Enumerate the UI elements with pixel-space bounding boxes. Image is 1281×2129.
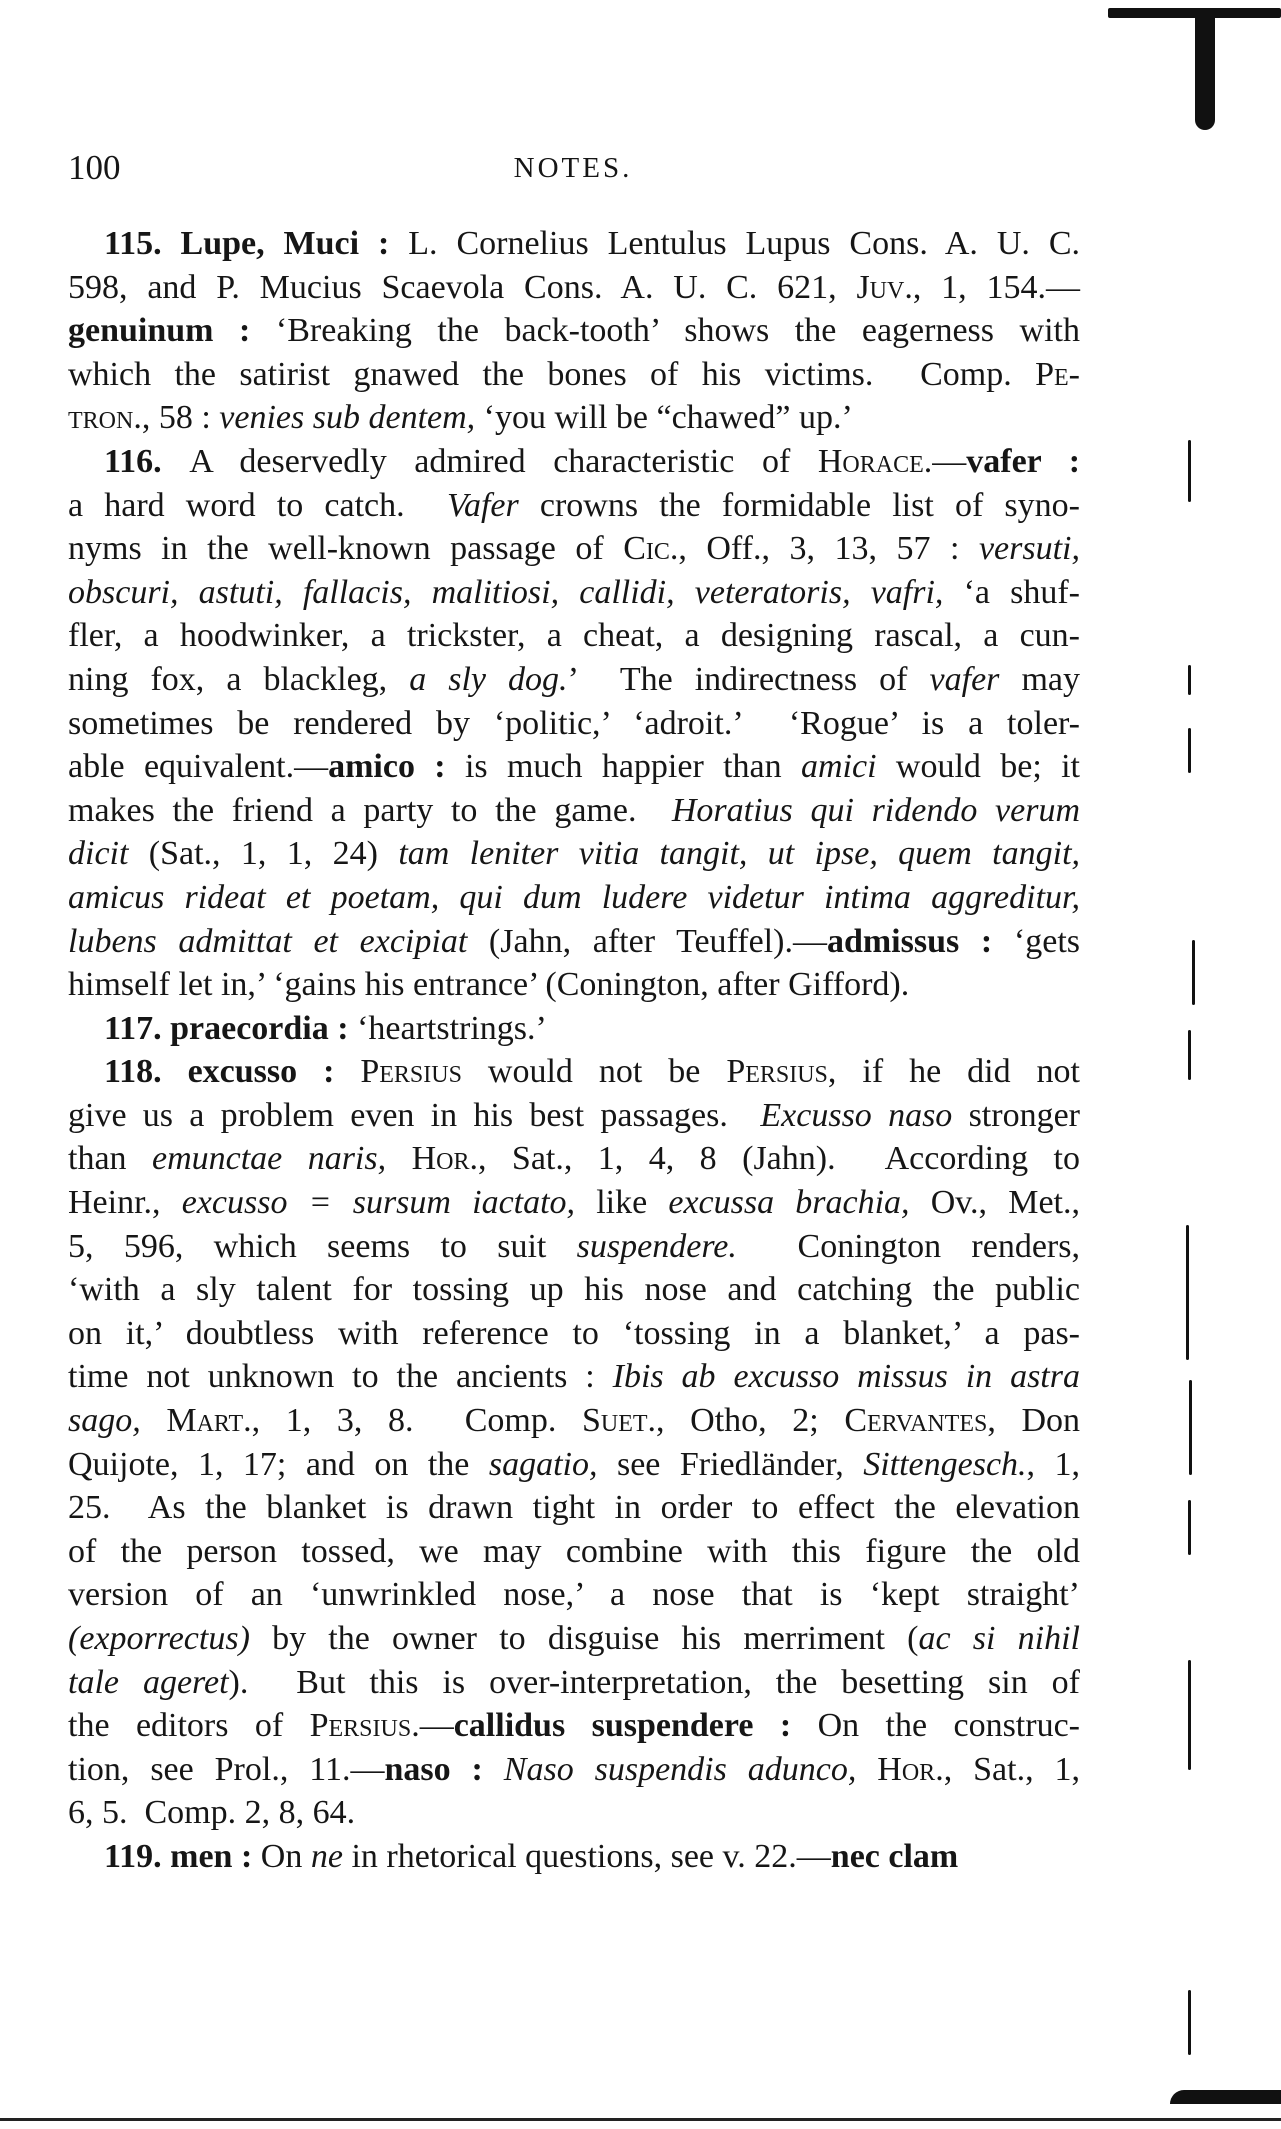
text-run: vafer bbox=[929, 660, 1000, 698]
text-run: suspendere. bbox=[576, 1227, 737, 1265]
text-run: ac si nihil bbox=[918, 1620, 1081, 1657]
text-run: 5, 596, which seems to suit bbox=[68, 1227, 577, 1265]
text-run: , 1, bbox=[1026, 1445, 1080, 1483]
text-run: ‘Breaking the back-tooth’ shows the eagerness with bbox=[275, 312, 1080, 350]
text-run: sagatio, bbox=[488, 1445, 598, 1483]
text-run: fler, a hoodwinker, a trickster, a cheat, a designing rascal, a cun- bbox=[68, 617, 1080, 655]
text-run: sometimes be rendered by ‘politic,’ ‘adroit.’ ‘Rogue’ is a toler- bbox=[68, 704, 1080, 742]
text-run: amico : bbox=[328, 748, 465, 786]
text-line bbox=[68, 614, 1080, 658]
text-line bbox=[68, 963, 1080, 1007]
text-run: 115. bbox=[104, 225, 181, 262]
text-line bbox=[68, 702, 1080, 746]
text-run: Hor. bbox=[411, 1140, 478, 1178]
text-run: ‘a shuf- bbox=[943, 573, 1081, 611]
text-line bbox=[68, 1355, 1080, 1399]
text-run: obscuri, astuti, fallacis, malitiosi, callidi, veteratoris, vafri, bbox=[68, 573, 944, 611]
text-run: men : bbox=[170, 1837, 261, 1875]
text-run: ). But this is over-interpretation, the besetting sin of bbox=[228, 1663, 1080, 1701]
text-run: excusso : bbox=[187, 1053, 361, 1091]
text-run: , Sat., 1, bbox=[943, 1750, 1080, 1788]
text-line bbox=[68, 1704, 1080, 1748]
text-run: stronger bbox=[952, 1096, 1080, 1134]
text-run: tion, see Prol., 11.— bbox=[68, 1750, 385, 1788]
text-run: in rhetorical questions, see v. 22.— bbox=[342, 1837, 831, 1875]
text-run: the editors of bbox=[68, 1707, 310, 1745]
text-run: may bbox=[999, 660, 1080, 698]
text-run: , 1, 154.— bbox=[912, 268, 1080, 306]
text-run: Excusso naso bbox=[760, 1096, 953, 1134]
text-run bbox=[386, 1140, 411, 1177]
text-line bbox=[68, 266, 1080, 310]
text-run: Lupe, Muci : bbox=[180, 225, 409, 262]
text-run: , 58 : bbox=[141, 399, 220, 437]
text-run: a sly dog. bbox=[409, 660, 568, 698]
text-run: On the construc- bbox=[817, 1707, 1080, 1745]
text-run: tron. bbox=[68, 399, 142, 437]
text-run: Heinr., bbox=[68, 1184, 182, 1222]
text-run: nec clam bbox=[830, 1837, 959, 1875]
text-line bbox=[68, 309, 1080, 353]
text-run: L. Cornelius Lentulus Lupus Cons. A. U. C. bbox=[408, 225, 1080, 262]
text-run: Ov., Met., bbox=[909, 1184, 1080, 1222]
running-head: NOTES. bbox=[513, 152, 633, 184]
text-line bbox=[68, 1050, 1080, 1094]
text-run: 118. bbox=[104, 1053, 188, 1091]
text-run: , Otho, 2; bbox=[656, 1402, 845, 1440]
text-line bbox=[68, 1268, 1080, 1312]
text-run: Horatius qui ridendo verum bbox=[671, 791, 1081, 829]
text-run: nyms in the well-known passage of bbox=[68, 530, 624, 568]
text-line bbox=[68, 440, 1080, 484]
text-run: amici bbox=[801, 748, 877, 786]
text-run: emunctae naris, bbox=[151, 1140, 387, 1178]
text-line bbox=[68, 1661, 1080, 1705]
text-run: , Off., 3, 13, 57 : bbox=[678, 530, 979, 568]
text-line bbox=[68, 1225, 1080, 1269]
text-run: Juv. bbox=[856, 268, 913, 306]
text-line bbox=[68, 484, 1080, 528]
text-line bbox=[68, 1312, 1080, 1356]
text-run: ‘you will be “chawed” up.’ bbox=[475, 399, 853, 437]
text-run bbox=[856, 1751, 877, 1788]
text-run: amicus rideat et poetam, qui dum ludere videtur intima aggreditur, bbox=[68, 878, 1080, 916]
text-run: tale ageret bbox=[68, 1663, 229, 1701]
text-run: than bbox=[68, 1140, 152, 1178]
text-run: ‘gets bbox=[1013, 922, 1080, 960]
text-run: sago, bbox=[68, 1402, 141, 1440]
text-run: ’ The indirectness of bbox=[567, 660, 930, 698]
text-line bbox=[68, 920, 1080, 964]
text-run: (exporrectus) bbox=[68, 1620, 250, 1657]
text-run: On bbox=[260, 1837, 311, 1875]
text-run: makes the friend a party to the game. bbox=[68, 791, 672, 829]
text-run: see Friedländer, bbox=[597, 1445, 864, 1483]
text-run: callidus suspendere : bbox=[453, 1707, 818, 1745]
text-line bbox=[68, 222, 1080, 266]
text-line bbox=[68, 527, 1080, 571]
text-run: A deservedly admired characteristic of bbox=[189, 442, 818, 480]
text-line bbox=[68, 1486, 1080, 1530]
text-run: able equivalent.— bbox=[68, 748, 329, 786]
text-line bbox=[68, 353, 1080, 397]
text-run: dicit bbox=[68, 835, 129, 873]
bottom-edge-rule bbox=[0, 2118, 1281, 2121]
text-line bbox=[68, 789, 1080, 833]
text-run: Persius. bbox=[309, 1707, 420, 1745]
text-run: excusso = sursum iactato, bbox=[181, 1184, 576, 1222]
text-run: Sittengesch. bbox=[863, 1445, 1027, 1483]
text-run: Ibis ab excusso missus in astra bbox=[612, 1358, 1080, 1396]
text-run: by the owner to disguise his merriment ( bbox=[249, 1620, 919, 1657]
text-run: Vafer bbox=[446, 486, 519, 524]
text-run: (Jahn, after Teuffel).— bbox=[467, 922, 827, 960]
text-run: ne bbox=[310, 1837, 343, 1875]
text-run: lubens admittat et excipiat bbox=[68, 922, 468, 960]
text-run: (Sat., 1, 1, 24) bbox=[128, 835, 399, 873]
text-line bbox=[68, 571, 1080, 615]
text-line bbox=[68, 658, 1080, 702]
text-line bbox=[68, 1617, 1080, 1661]
text-run: 598, and P. Mucius Scaevola Cons. A. U. C. 621, bbox=[68, 268, 857, 306]
text-run: like bbox=[575, 1184, 669, 1222]
text-run: Mart. bbox=[166, 1402, 252, 1440]
text-run: is much happier than bbox=[464, 748, 801, 786]
text-run: Naso suspendis adunco, bbox=[503, 1750, 857, 1788]
text-run: Cervantes bbox=[844, 1402, 988, 1440]
text-run: which the satirist gnawed the bones of his victims. Comp. bbox=[68, 355, 1036, 393]
text-run: 6, 5. Comp. 2, 8, 64. bbox=[68, 1794, 356, 1832]
text-run: — bbox=[932, 442, 967, 480]
text-line bbox=[68, 1094, 1080, 1138]
text-run: Hor. bbox=[877, 1750, 944, 1788]
text-run: 119. bbox=[104, 1837, 171, 1875]
text-run bbox=[141, 1402, 167, 1439]
text-run: himself let in,’ ‘gains his entrance’ (Conington, after Gifford). bbox=[68, 966, 910, 1004]
text-run: excussa brachia, bbox=[668, 1184, 910, 1222]
text-line bbox=[68, 1137, 1080, 1181]
page-number: 100 bbox=[68, 148, 121, 187]
text-run: Quijote, 1, 17; and on the bbox=[68, 1445, 489, 1483]
text-run: 25. As the blanket is drawn tight in order to effect the elevation bbox=[68, 1489, 1080, 1527]
text-line bbox=[68, 396, 1080, 440]
text-run: Persius bbox=[726, 1053, 828, 1091]
text-line bbox=[68, 1181, 1080, 1225]
text-run: venies sub dentem, bbox=[219, 399, 476, 437]
text-run: of the person tossed, we may combine with this figure the old bbox=[68, 1532, 1080, 1570]
page-header bbox=[68, 148, 1078, 198]
text-run: crowns the formidable list of syno- bbox=[518, 486, 1080, 524]
text-line bbox=[68, 1007, 1080, 1051]
text-run: tam leniter vitia tangit, ut ipse, quem tangit, bbox=[398, 835, 1081, 873]
text-run: version of an ‘unwrinkled nose,’ a nose that is ‘kept straight’ bbox=[68, 1576, 1080, 1614]
text-run: 117. bbox=[104, 1009, 171, 1047]
text-run: , 1, 3, 8. Comp. bbox=[251, 1402, 582, 1440]
text-run: ‘with a sly talent for tossing up his nose and catching the public bbox=[68, 1271, 1080, 1309]
text-run: Persius bbox=[360, 1053, 462, 1091]
text-run: , if he did not bbox=[827, 1053, 1080, 1091]
text-run: , Sat., 1, 4, 8 (Jahn). According to bbox=[477, 1140, 1080, 1178]
text-line bbox=[68, 1835, 1080, 1879]
text-run: on it,’ doubtless with reference to ‘tossing in a blanket,’ a pas- bbox=[68, 1314, 1080, 1352]
notes-text bbox=[68, 222, 1080, 1879]
text-run: — bbox=[419, 1707, 454, 1745]
text-line bbox=[68, 876, 1080, 920]
text-line bbox=[68, 1791, 1080, 1835]
text-run: versuti, bbox=[978, 530, 1080, 568]
text-run: Cic. bbox=[623, 530, 679, 568]
text-line bbox=[68, 832, 1080, 876]
text-run: praecordia : bbox=[170, 1009, 358, 1047]
text-line bbox=[68, 745, 1080, 789]
text-line bbox=[68, 1573, 1080, 1617]
text-line bbox=[68, 1530, 1080, 1574]
text-run: vafer : bbox=[966, 442, 1081, 480]
text-run: naso : bbox=[384, 1750, 504, 1788]
text-run: give us a problem even in his best passages. bbox=[68, 1096, 761, 1134]
text-run: , Don bbox=[987, 1402, 1081, 1440]
text-run: ‘heartstrings.’ bbox=[357, 1009, 547, 1047]
text-line bbox=[68, 1748, 1080, 1792]
text-run: Suet. bbox=[581, 1402, 657, 1440]
text-run: genuinum : bbox=[68, 312, 276, 350]
text-run: time not unknown to the ancients : bbox=[68, 1358, 613, 1396]
text-run: would be; it bbox=[876, 748, 1080, 786]
text-run: Conington renders, bbox=[736, 1227, 1080, 1265]
text-run: Pe- bbox=[1035, 355, 1080, 393]
text-run: ning fox, a blackleg, bbox=[68, 660, 410, 698]
text-run: Horace. bbox=[817, 442, 933, 480]
text-line bbox=[68, 1399, 1080, 1443]
text-line bbox=[68, 1443, 1080, 1487]
text-run: admissus : bbox=[826, 922, 1014, 960]
text-run: would not be bbox=[461, 1053, 727, 1091]
text-run: a hard word to catch. bbox=[68, 486, 447, 524]
text-run: 116. bbox=[104, 442, 190, 480]
